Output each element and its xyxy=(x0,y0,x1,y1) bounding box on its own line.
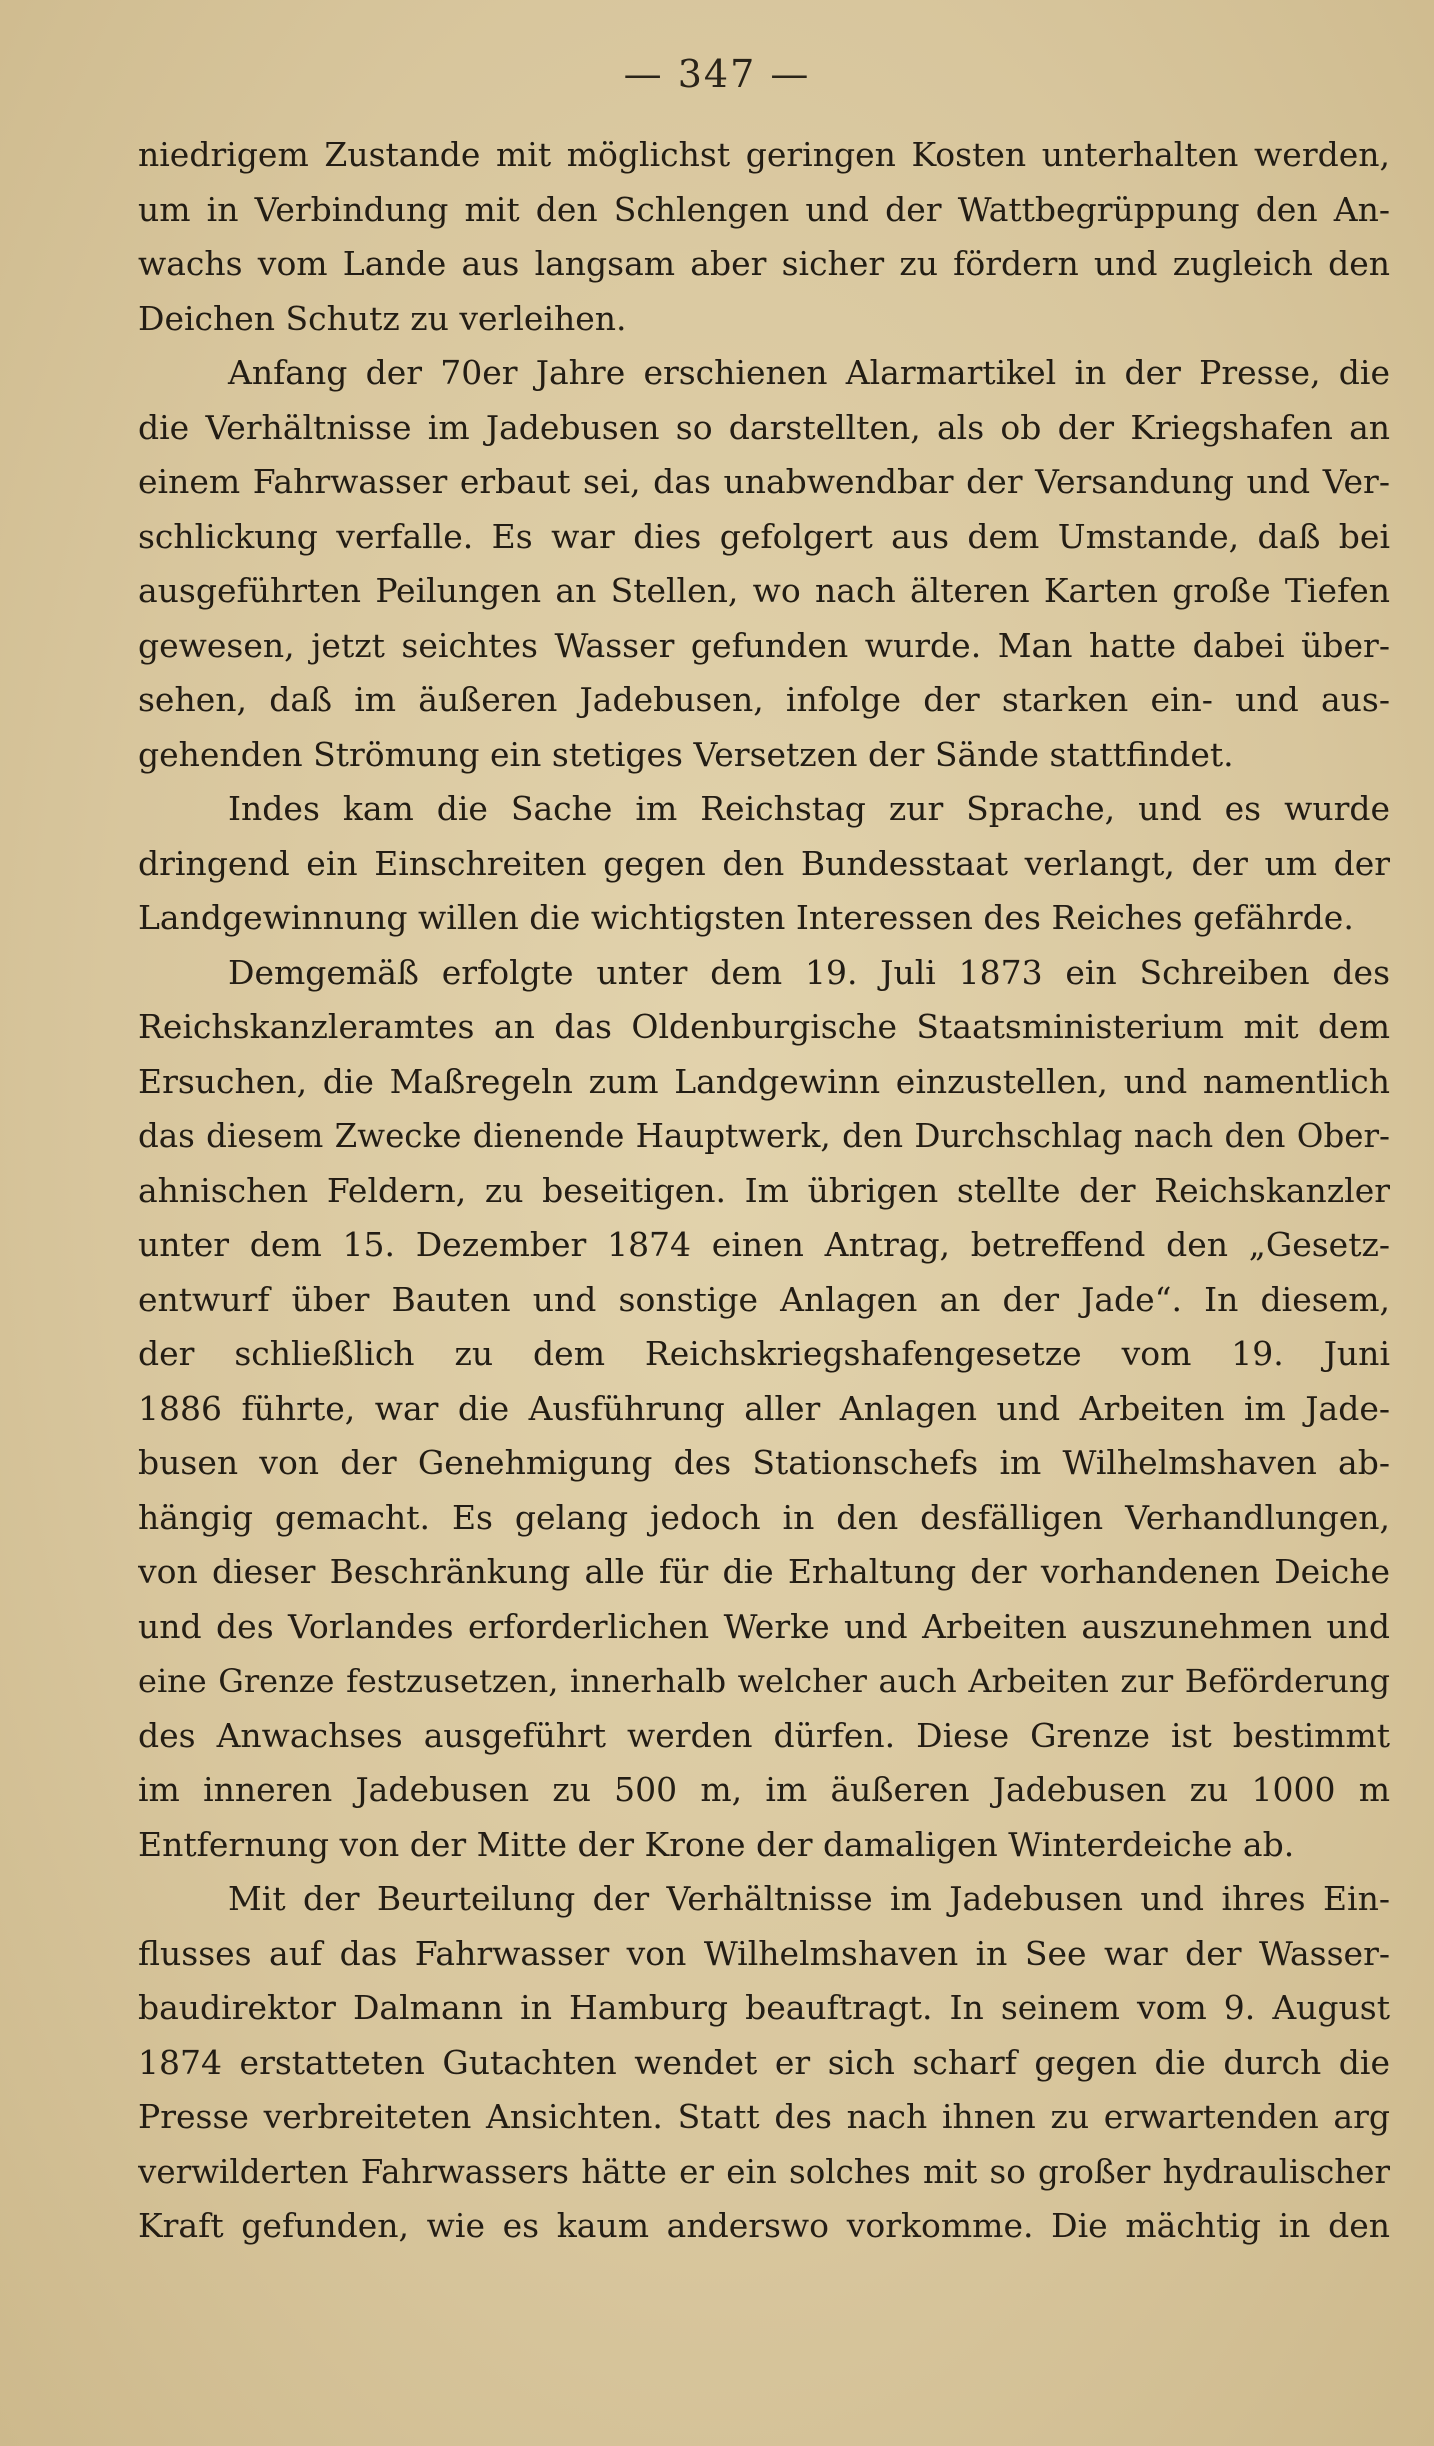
text-line: Deichen Schutz zu verleihen. xyxy=(138,298,627,338)
text-line: unter dem 15. Dezember 1874 einen Antrag, betreffend den „Gesetz- xyxy=(138,1225,1390,1264)
page-number: — 347 — xyxy=(623,52,811,96)
text-line: Indes kam die Sache im Reichstag zur Sprache, und es wurde xyxy=(228,789,1390,828)
text-line: schlickung verfalle. Es war dies gefolgert aus dem Umstande, daß bei xyxy=(138,516,1390,556)
text-line: hängig gemacht. Es gelang jedoch in den desfälligen Verhandlungen, xyxy=(138,1497,1390,1537)
body-text xyxy=(138,128,1390,2254)
text-line: Kraft gefunden, wie es kaum anderswo vorkomme. Die mächtig in den xyxy=(138,2206,1390,2245)
text-line: ahnischen Feldern, zu beseitigen. Im übrigen stellte der Reichskanzler xyxy=(138,1170,1390,1210)
text-line: des Anwachses ausgeführt werden dürfen. Diese Grenze ist bestimmt xyxy=(138,1715,1390,1755)
text-line: Reichskanzleramtes an das Oldenburgische Staatsministerium mit dem xyxy=(138,1007,1390,1046)
text-line: um in Verbindung mit den Schlengen und der Wattbegrüppung den An- xyxy=(138,189,1390,229)
text-line: Landgewinnung willen die wichtigsten Interessen des Reiches gefährde. xyxy=(138,898,1354,937)
text-line: ausgeführten Peilungen an Stellen, wo nach älteren Karten große Tiefen xyxy=(138,571,1390,610)
text-line: eine Grenze festzusetzen, innerhalb welcher auch Arbeiten zur Beförderung xyxy=(138,1662,1390,1700)
text-line: von dieser Beschränkung alle für die Erhaltung der vorhandenen Deiche xyxy=(138,1552,1390,1591)
text-line: Presse verbreiteten Ansichten. Statt des nach ihnen zu erwartenden arg xyxy=(138,2097,1390,2136)
text-line: der schließlich zu dem Reichskriegshafengesetze vom 19. Juni xyxy=(138,1334,1390,1373)
text-line: verwilderten Fahrwassers hätte er ein solches mit so großer hydraulischer xyxy=(138,2152,1390,2191)
text-line: Anfang der 70er Jahre erschienen Alarmartikel in der Presse, die xyxy=(228,353,1390,392)
text-line: und des Vorlandes erforderlichen Werke und Arbeiten auszunehmen und xyxy=(138,1606,1390,1646)
text-line: Demgemäß erfolgte unter dem 19. Juli 1873 ein Schreiben des xyxy=(228,952,1390,992)
text-line: 1886 führte, war die Ausführung aller Anlagen und Arbeiten im Jade- xyxy=(138,1388,1390,1428)
text-line: gewesen, jetzt seichtes Wasser gefunden wurde. Man hatte dabei über- xyxy=(138,625,1390,665)
text-line: flusses auf das Fahrwasser von Wilhelmshaven in See war der Wasser- xyxy=(138,1933,1390,1973)
text-line: niedrigem Zustande mit möglichst geringen Kosten unterhalten werden, xyxy=(138,135,1390,174)
text-line: busen von der Genehmigung des Stationschefs im Wilhelmshaven ab- xyxy=(138,1443,1390,1482)
text-line: gehenden Strömung ein stetiges Versetzen der Sände stattfindet. xyxy=(138,734,1234,774)
text-line: die Verhältnisse im Jadebusen so darstellten, als ob der Kriegshafen an xyxy=(138,407,1390,447)
text-line: einem Fahrwasser erbaut sei, das unabwendbar der Versandung und Ver- xyxy=(138,462,1390,501)
text-line: baudirektor Dalmann in Hamburg beauftragt. In seinem vom 9. August xyxy=(138,1988,1390,2027)
text-line: das diesem Zwecke dienende Hauptwerk, den Durchschlag nach den Ober- xyxy=(138,1117,1390,1155)
text-line: Entfernung von der Mitte der Krone der damaligen Winterdeiche ab. xyxy=(138,1824,1295,1864)
text-line: entwurf über Bauten und sonstige Anlagen an der Jade“. In diesem, xyxy=(138,1279,1390,1319)
text-line: im inneren Jadebusen zu 500 m, im äußeren Jadebusen zu 1000 m xyxy=(138,1770,1390,1809)
text-line: wachs vom Lande aus langsam aber sicher zu fördern und zugleich den xyxy=(138,244,1390,283)
text-line: Mit der Beurteilung der Verhältnisse im Jadebusen und ihres Ein- xyxy=(228,1879,1390,1918)
text-line: 1874 erstatteten Gutachten wendet er sich scharf gegen die durch die xyxy=(138,2042,1390,2082)
text-line: Ersuchen, die Maßregeln zum Landgewinn einzustellen, und namentlich xyxy=(138,1061,1390,1101)
text-line: dringend ein Einschreiten gegen den Bundesstaat verlangt, der um der xyxy=(138,843,1390,883)
text-line: sehen, daß im äußeren Jadebusen, infolge der starken ein- und aus- xyxy=(138,680,1390,719)
